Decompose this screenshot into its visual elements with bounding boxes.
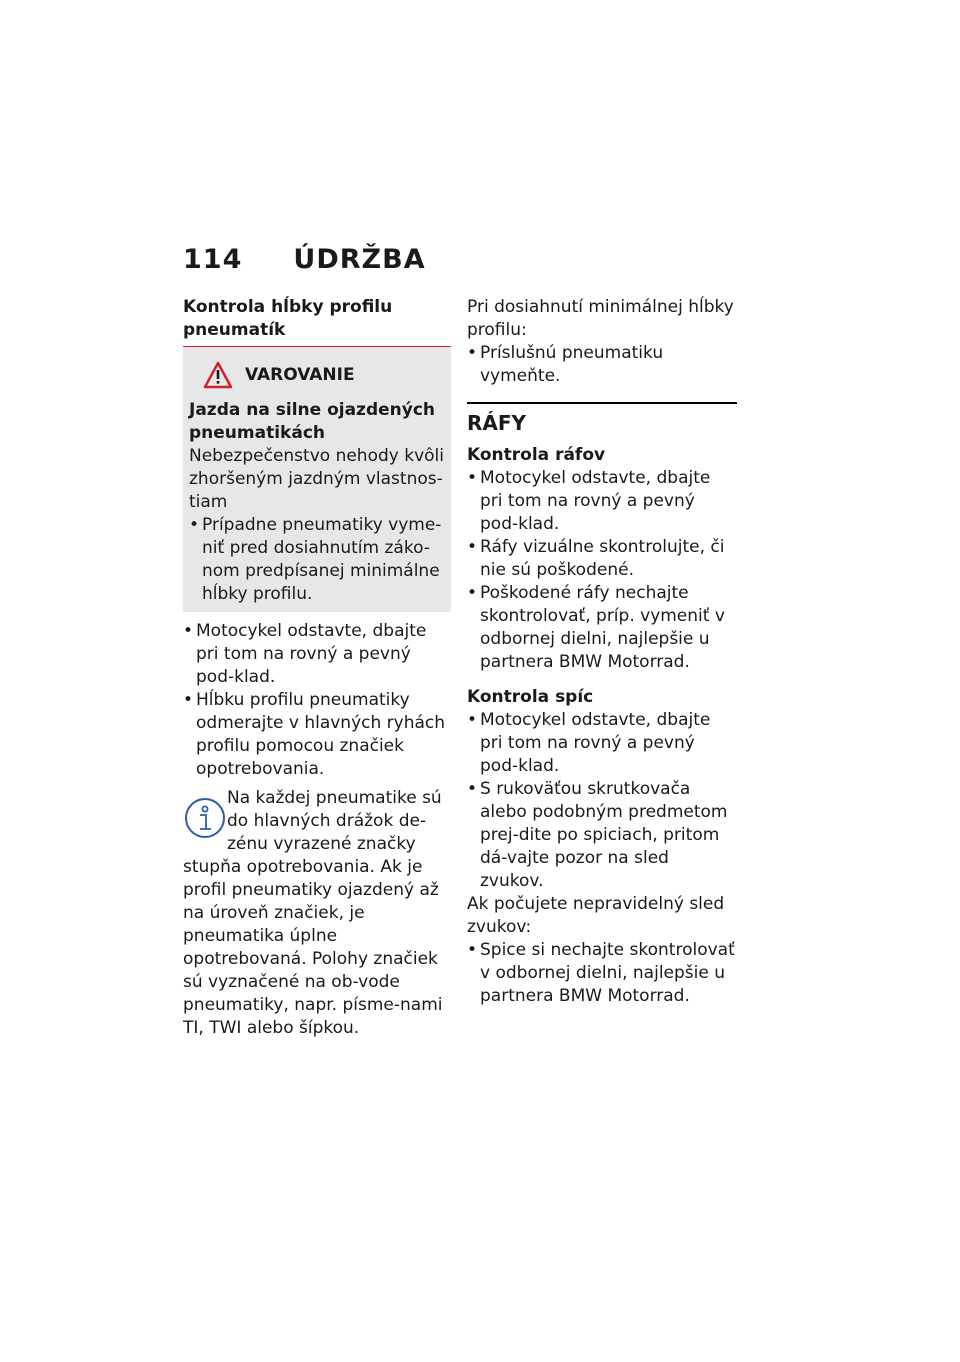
note-text: Na každej pneumatike sú do hlavných drážok de-zénu vyrazené značky stupňa opotrebovania. Ak je profil pneumatiky ojazdený až na úroveň značiek, je pneumatika úplne opotrebovaná. Polohy značiek sú vyznačené na ob-vode pneumatiky, napr. písme-nami TI, TWI alebo šípkou.	[183, 788, 443, 1038]
list-item: • Motocykel odstavte, dbajte pri tom na rovný a pevný pod-klad.	[467, 467, 737, 536]
spokes-bullets	[467, 709, 737, 893]
warning-bullets	[189, 514, 445, 606]
list-item: • S rukoväťou skrutkovača alebo podobným predmetom prej-dite po spiciach, pritom dá-vajte pozor na sled zvukov.	[467, 778, 737, 893]
warning-icon	[203, 361, 233, 389]
intro-bullets	[467, 342, 737, 388]
warning-label: VAROVANIE	[245, 365, 355, 385]
list-item: • Motocykel odstavte, dbajte pri tom na rovný a pevný pod-klad.	[467, 709, 737, 778]
info-icon	[183, 795, 227, 841]
list-item: • Spice si nechajte skontrolovať v odbornej dielni, najlepšie u partnera BMW Motorrad.	[467, 939, 737, 1008]
list-item: • Hĺbku profilu pneumatiky odmerajte v hlavných ryhách profilu pomocou značiek opotrebovania.	[183, 689, 451, 781]
chapter-title: ÚDRŽBA	[293, 244, 426, 275]
info-note	[183, 787, 451, 1040]
rims-bullets	[467, 467, 737, 674]
list-item: • Poškodené ráfy nechajte skontrolovať, príp. vymeniť v odbornej dielni, najlepšie u partnera BMW Motorrad.	[467, 582, 737, 674]
section-divider	[467, 402, 737, 404]
warning-box	[183, 347, 451, 612]
tread-check-steps	[183, 620, 451, 781]
spokes-text: Ak počujete nepravidelný sled zvukov:	[467, 894, 725, 937]
page-number: 114	[183, 244, 243, 275]
list-item: • Ráfy vizuálne skontrolujte, či nie sú poškodené.	[467, 536, 737, 582]
warning-heading: Jazda na silne ojazdených pneumatikách	[189, 400, 436, 443]
warning-title	[203, 361, 445, 389]
spokes-heading: Kontrola spíc	[467, 687, 594, 707]
list-item: • Prípadne pneumatiky vyme-niť pred dosiahnutím záko-nom predpísanej minimálne hĺbky profilu.	[189, 514, 445, 606]
list-item: • Príslušnú pneumatiku vymeňte.	[467, 342, 737, 388]
section-title: RÁFY	[467, 411, 527, 435]
list-item: • Motocykel odstavte, dbajte pri tom na rovný a pevný pod-klad.	[183, 620, 451, 689]
spokes-final-bullets	[467, 939, 737, 1008]
left-column	[183, 296, 451, 1040]
page-header	[183, 244, 426, 275]
intro-text: Pri dosiahnutí minimálnej hĺbky profilu:	[467, 297, 734, 340]
right-column	[467, 296, 737, 1008]
rims-heading: Kontrola ráfov	[467, 445, 606, 465]
section-title: Kontrola hĺbky profilu pneumatík	[183, 297, 393, 340]
warning-text: Nebezpečenstvo nehody kvôli zhoršeným jazdným vlastnos-tiam	[189, 446, 444, 512]
